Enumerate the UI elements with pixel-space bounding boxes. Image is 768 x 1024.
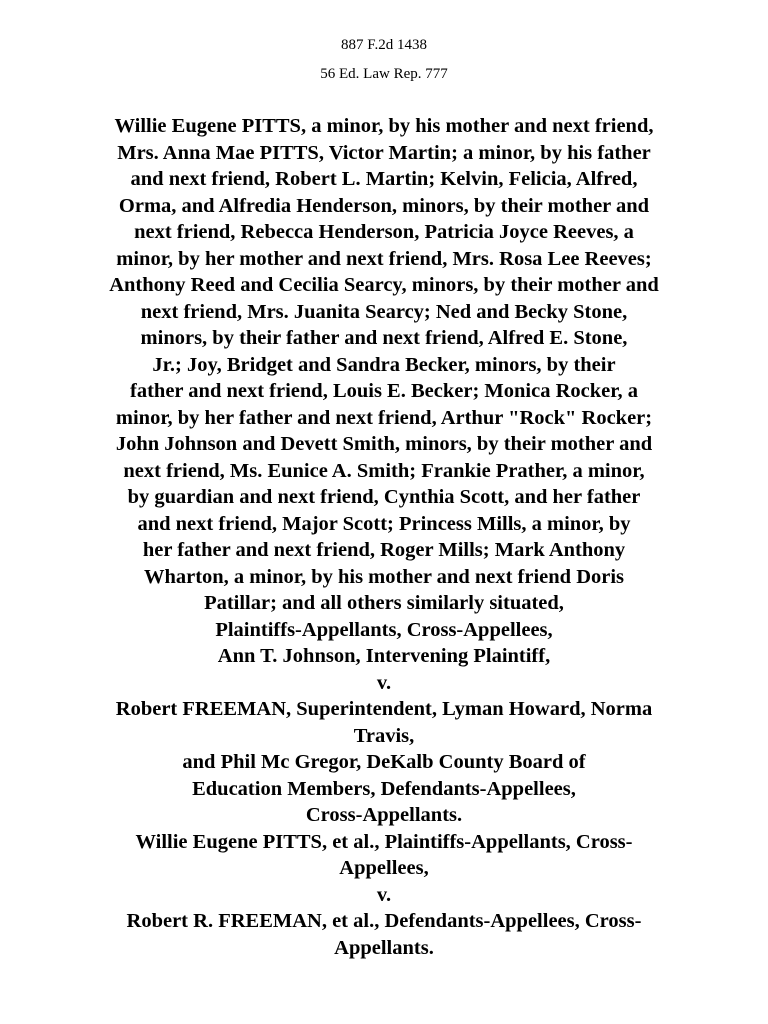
caption-line: v. [376,671,392,694]
reporter-citation: 887 F.2d 1438 [341,37,427,53]
caption-line: and next friend, Major Scott; Princess Mills, a minor, by [137,512,631,535]
caption-line: next friend, Mrs. Juanita Searcy; Ned and Becky Stone, [140,300,628,323]
caption-line: Plaintiffs-Appellants, Cross-Appellees, [215,618,553,641]
caption-line: Willie Eugene PITTS, et al., Plaintiffs-Appellants, Cross- [135,830,633,853]
caption-line: Jr.; Joy, Bridget and Sandra Becker, minors, by their [152,353,616,376]
caption-line: Robert R. FREEMAN, et al., Defendants-Appellees, Cross- [126,910,642,932]
caption-line: Anthony Reed and Cecilia Searcy, minors, by their mother and [109,274,659,296]
caption-line: and next friend, Robert L. Martin; Kelvin, Felicia, Alfred, [130,168,638,190]
case-caption [30,113,738,961]
caption-line: Appellants. [334,936,434,959]
caption-line: Patillar; and all others similarly situated, [204,592,564,614]
caption-line: John Johnson and Devett Smith, minors, by their mother and [115,433,653,455]
caption-line: Cross-Appellants. [305,804,463,826]
caption-line: and Phil Mc Gregor, DeKalb County Board of [182,751,586,773]
caption-line: minor, by her father and next friend, Arthur "Rock" Rocker; [115,406,653,429]
caption-line: Education Members, Defendants-Appellees, [192,777,576,800]
caption-line: minor, by her mother and next friend, Mrs. Rosa Lee Reeves; [116,247,652,270]
caption-line: by guardian and next friend, Cynthia Scott, and her father [127,486,641,508]
caption-line: Orma, and Alfredia Henderson, minors, by their mother and [118,194,650,217]
caption-line: next friend, Ms. Eunice A. Smith; Frankie Prather, a minor, [123,459,645,482]
caption-line: her father and next friend, Roger Mills; Mark Anthony [142,539,626,561]
caption-line: Wharton, a minor, by his mother and next friend Doris [143,565,625,588]
caption-line: Travis, [353,724,415,747]
caption-line: v. [376,883,392,906]
caption-line: father and next friend, Louis E. Becker; Monica Rocker, a [130,380,638,402]
education-law-citation: 56 Ed. Law Rep. 777 [320,66,448,82]
caption-line: Appellees, [339,857,429,879]
caption-line: minors, by their father and next friend, Alfred E. Stone, [140,327,628,349]
caption-line: Ann T. Johnson, Intervening Plaintiff, [217,645,551,667]
caption-line: Willie Eugene PITTS, a minor, by his mother and next friend, [114,115,654,137]
caption-line: Mrs. Anna Mae PITTS, Victor Martin; a minor, by his father [117,141,651,164]
caption-line: Robert FREEMAN, Superintendent, Lyman Howard, Norma [115,698,653,720]
caption-line: next friend, Rebecca Henderson, Patricia Joyce Reeves, a [134,221,634,243]
